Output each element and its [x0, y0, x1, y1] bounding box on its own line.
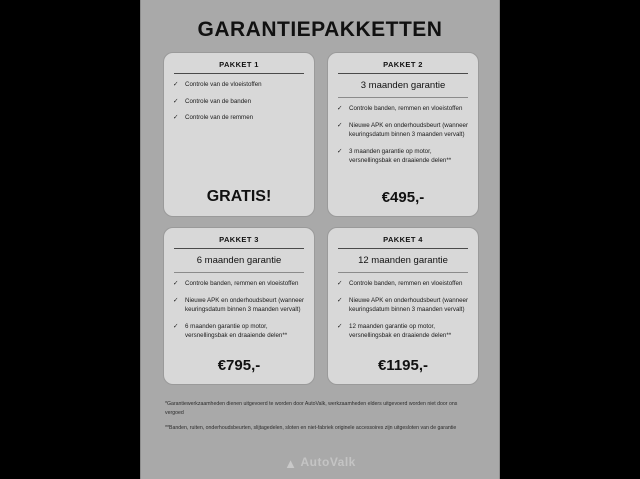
list-item — [336, 147, 470, 166]
check-icon: ✓ — [173, 296, 179, 304]
list-item — [336, 121, 470, 140]
package-4-subtitle: 12 maanden garantie — [358, 255, 448, 266]
list-item — [336, 104, 470, 114]
feature-text: Controle banden, remmen en vloeistoffen — [185, 280, 299, 287]
list-item — [172, 80, 306, 90]
package-4-header: PAKKET 4 — [383, 235, 423, 244]
package-2-features — [336, 104, 470, 185]
package-1-price: GRATIS! — [206, 188, 272, 205]
check-icon: ✓ — [337, 121, 343, 129]
footnote-1: *Garantiewerkzaamheden dienen uitgevoerd te worden door AutoValk, werkzaamheden elders uitgevoerd worden niet door ons vergoed — [165, 401, 458, 416]
package-3-header: PAKKET 3 — [219, 235, 259, 244]
package-2-price: €495,- — [381, 189, 425, 206]
feature-text: Controle banden, remmen en vloeistoffen — [349, 280, 463, 287]
feature-text: 6 maanden garantie op motor, versnellingsbak en draaiende delen** — [185, 322, 288, 340]
check-icon: ✓ — [337, 105, 343, 112]
check-icon: ✓ — [337, 296, 343, 304]
check-icon: ✓ — [173, 280, 179, 287]
feature-text: Controle van de remmen — [185, 114, 254, 122]
package-3-price: €795,- — [217, 357, 261, 374]
package-3-subtitle: 6 maanden garantie — [196, 255, 282, 266]
check-icon: ✓ — [173, 322, 179, 330]
feature-text: 3 maanden garantie op motor, versnellingsbak en draaiende delen** — [349, 147, 452, 165]
package-1-header: PAKKET 1 — [219, 60, 259, 69]
divider — [338, 248, 468, 249]
package-card-3[interactable] — [163, 227, 315, 385]
feature-text: Controle van de vloeistoffen — [185, 81, 262, 88]
package-4-price: €1195,- — [377, 357, 429, 374]
check-icon: ✓ — [173, 81, 179, 88]
divider — [338, 73, 468, 74]
package-row-1 — [163, 52, 479, 217]
package-2-header: PAKKET 2 — [383, 60, 423, 69]
package-4-features — [336, 279, 470, 353]
brand-logo — [141, 455, 499, 471]
divider — [174, 73, 304, 74]
list-item — [172, 97, 306, 107]
divider — [338, 97, 468, 98]
list-item — [336, 279, 470, 289]
list-item — [172, 296, 306, 315]
package-card-4[interactable] — [327, 227, 479, 385]
package-2-subtitle: 3 maanden garantie — [360, 80, 446, 91]
feature-text: Nieuwe APK en onderhoudsbeurt (wanneer keuringsdatum binnen 3 maanden vervalt) — [349, 121, 469, 139]
divider — [338, 272, 468, 273]
feature-text: Nieuwe APK en onderhoudsbeurt (wanneer keuringsdatum binnen 3 maanden vervalt) — [185, 296, 305, 314]
package-3-features — [172, 279, 306, 353]
footnote-2: **Banden, ruiten, onderhoudsbeurten, slijtagedelen, sloten en niet-fabriek originele accessoires zijn uitgesloten van de garantie — [165, 425, 457, 432]
list-item — [172, 322, 306, 341]
check-icon: ✓ — [337, 280, 343, 287]
list-item — [172, 113, 306, 123]
package-row-2 — [163, 227, 479, 385]
feature-text: Nieuwe APK en onderhoudsbeurt (wanneer keuringsdatum binnen 3 maanden vervalt) — [349, 296, 469, 314]
feature-text: 12 maanden garantie op motor, versnellingsbak en draaiende delen** — [349, 322, 452, 340]
package-card-2[interactable] — [327, 52, 479, 217]
triangle-icon: ▲ — [284, 456, 298, 471]
feature-text: Controle banden, remmen en vloeistoffen — [349, 105, 463, 112]
list-item — [172, 279, 306, 289]
check-icon: ✓ — [337, 322, 343, 330]
footnotes — [165, 400, 477, 440]
package-card-1[interactable] — [163, 52, 315, 217]
package-1-features — [172, 80, 306, 184]
list-item — [336, 296, 470, 315]
divider — [174, 248, 304, 249]
check-icon: ✓ — [173, 114, 179, 122]
list-item — [336, 322, 470, 341]
package-grid — [163, 52, 479, 395]
check-icon: ✓ — [337, 147, 343, 155]
divider — [174, 272, 304, 273]
feature-text: Controle van de banden — [185, 97, 252, 105]
brand-name: AutoValk — [300, 455, 356, 469]
poster-sheet — [140, 0, 500, 479]
page-title: GARANTIEPAKKETTEN — [197, 18, 443, 41]
check-icon: ✓ — [173, 97, 179, 105]
